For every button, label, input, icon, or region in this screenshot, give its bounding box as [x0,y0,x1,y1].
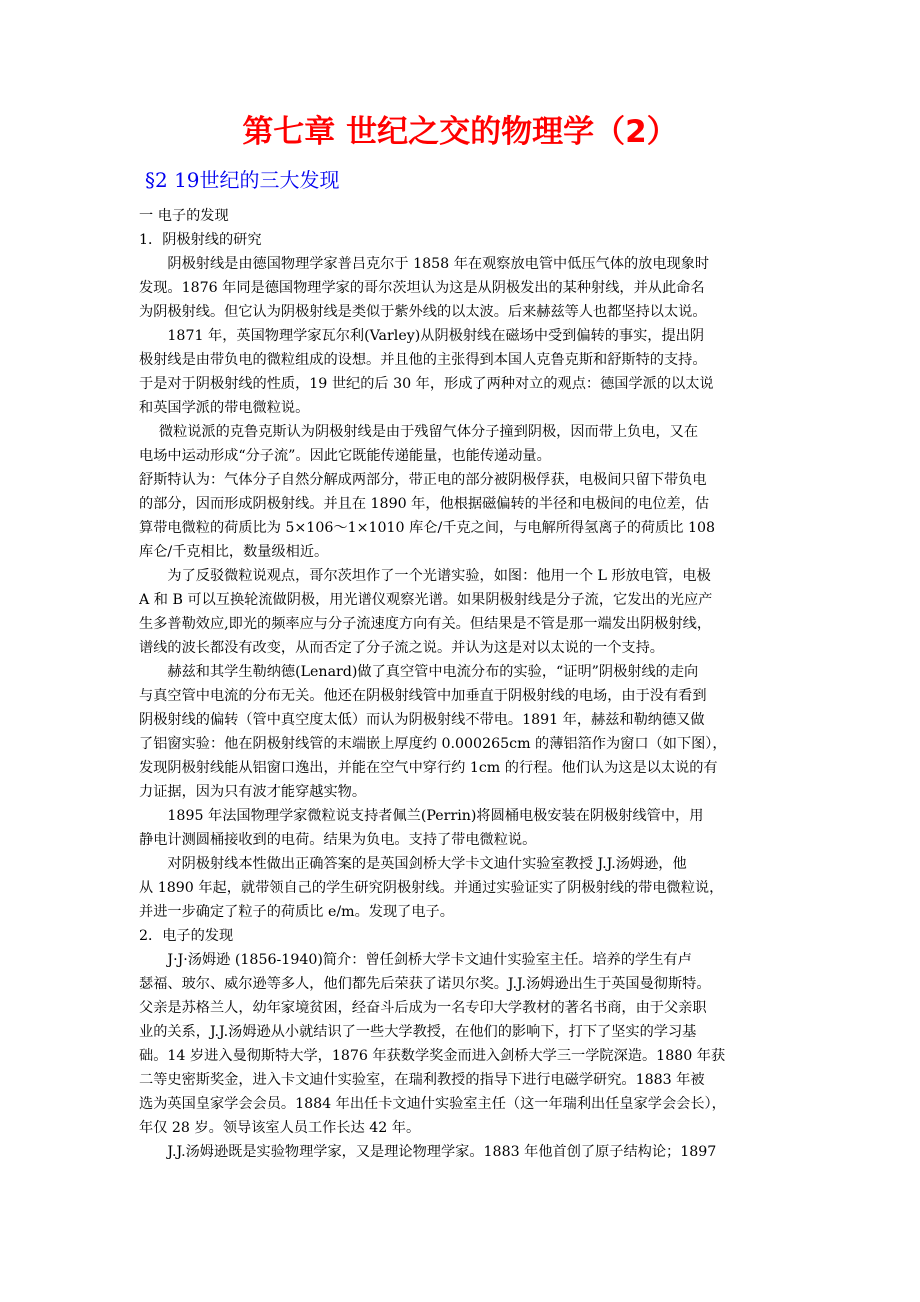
text-line: A 和 B 可以互换轮流做阴极，用光谱仪观察光谱。如果阴极射线是分子流，它发出的光应产 [139,592,713,608]
text-line: 算带电微粒的荷质比为 5×106～1×1010 库仑/千克之间，与电解所得氢离子的荷质比 108 [139,520,716,536]
text-line: 1895 年法国物理学家微粒说支持者佩兰(Perrin)将圆桶电极安装在阴极射线管中，用 [167,808,704,824]
chapter-title: 第七章 世纪之交的物理学（2） [242,114,678,150]
text-line: 与真空管中电流的分布无关。他还在阴极射线管中加垂直于阴极射线的电场，由于没有看到 [139,688,707,704]
text-line: 力证据，因为只有波才能穿越实物。 [139,784,367,800]
text-line: 舒斯特认为：气体分子自然分解成两部分，带正电的部分被阴极俘获，电极间只留下带负电 [139,472,707,488]
text-line: 从 1890 年起，就带领自己的学生研究阴极射线。并通过实验证实了阴极射线的带电微粒说， [139,880,724,896]
text-line: 为阴极射线。但它认为阴极射线是类似于紫外线的以太波。后来赫兹等人也都坚持以太说。 [139,304,707,320]
text-line: 微粒说派的克鲁克斯认为阴极射线是由于残留气体分子撞到阴极，因而带上负电，又在 [158,424,699,440]
text-line: J.J.汤姆逊既是实验物理学家，又是理论物理学家。1883 年他首创了原子结构论；1897 [167,1144,717,1160]
text-line: 发现。1876 年同是德国物理学家的哥尔茨坦认为这是从阴极发出的某种射线，并从此命名 [139,280,705,296]
text-line: 阴极射线的偏转（管中真空度太低）而认为阴极射线不带电。1891 年，赫兹和勒纳德又做 [139,712,705,728]
text-line: 选为英国皇家学会会员。1884 年出任卡文迪什实验室主任（这一年瑞利出任皇家学会会长）， [139,1096,726,1112]
heading-cathode-ray-research: 1．阴极射线的研究 [139,232,262,248]
heading-electron-discovery-2: 2．电子的发现 [139,928,234,944]
text-line: 1871 年，英国物理学家瓦尔利(Varley)从阴极射线在磁场中受到偏转的事实，提出阴 [167,328,705,344]
text-line: 生多普勒效应,即光的频率应与分子流速度方向有关。但结果是不管是那一端发出阴极射线， [139,616,712,632]
text-line: 础。14 岁进入曼彻斯特大学，1876 年获数学奖金而进入剑桥大学三一学院深造。1880 年获 [139,1048,726,1064]
text-line: 静电计测圆桶接收到的电荷。结果为负电。支持了带电微粒说。 [139,832,537,848]
text-line: 发现阴极射线能从铝窗口逸出，并能在空气中穿行约 1cm 的行程。他们认为这是以太说的有 [139,760,718,776]
text-line: 业的关系，J.J.汤姆逊从小就结识了一些大学教授，在他们的影响下，打下了坚实的学习基 [139,1024,697,1040]
text-line: J·J·汤姆逊 (1856-1940)简介：曾任剑桥大学卡文迪什实验室主任。培养的学生有卢 [167,952,692,968]
text-line: 谱线的波长都没有改变，从而否定了分子流之说。并认为这是对以太说的一个支持。 [139,640,664,656]
text-line: 了铝窗实验：他在阴极射线管的末端嵌上厚度约 0.000265cm 的薄铝箔作为窗口（如下图）， [139,736,727,752]
text-line: 电场中运动形成“分子流”。因此它既能传递能量，也能传递动量。 [139,448,551,464]
document-body [139,204,785,1164]
text-line: 年仅 28 岁。领导该室人员工作长达 42 年。 [139,1120,421,1136]
text-line: 父亲是苏格兰人，幼年家境贫困，经奋斗后成为一名专印大学教材的著名书商，由于父亲职 [139,1000,707,1016]
text-line: 于是对于阴极射线的性质，19 世纪的后 30 年，形成了两种对立的观点：德国学派的以太说 [139,376,714,392]
text-line: 阴极射线是由德国物理学家普吕克尔于 1858 年在观察放电管中低压气体的放电现象时 [167,256,710,272]
section-title: §2 19世纪的三大发现 [145,168,340,192]
text-line: 和英国学派的带电微粒说。 [139,400,310,416]
text-line: 二等史密斯奖金，进入卡文迪什实验室，在瑞利教授的指导下进行电磁学研究。1883 年被 [139,1072,705,1088]
text-line: 对阴极射线本性做出正确答案的是英国剑桥大学卡文迪什实验室教授 J.J.汤姆逊，他 [167,856,687,872]
text-line: 赫兹和其学生勒纳德(Lenard)做了真空管中电流分布的实验，“证明”阴极射线的走向 [167,664,699,680]
text-line: 的部分，因而形成阴极射线。并且在 1890 年，他根据磁偏转的半径和电极间的电位差，估 [139,496,710,512]
text-line: 瑟福、玻尔、威尔逊等多人，他们都先后荣获了诺贝尔奖。J.J.汤姆逊出生于英国曼彻斯特。 [139,976,711,992]
heading-electron-discovery: 一 电子的发现 [139,208,229,224]
text-line: 库仑/千克相比，数量级相近。 [139,544,329,560]
text-line: 为了反驳微粒说观点，哥尔茨坦作了一个光谱实验，如图：他用一个 L 形放电管，电极 [167,568,711,584]
text-line: 并进一步确定了粒子的荷质比 e/m。发现了电子。 [139,904,454,920]
text-line: 极射线是由带负电的微粒组成的设想。并且他的主张得到本国人克鲁克斯和舒斯特的支持。 [139,352,707,368]
